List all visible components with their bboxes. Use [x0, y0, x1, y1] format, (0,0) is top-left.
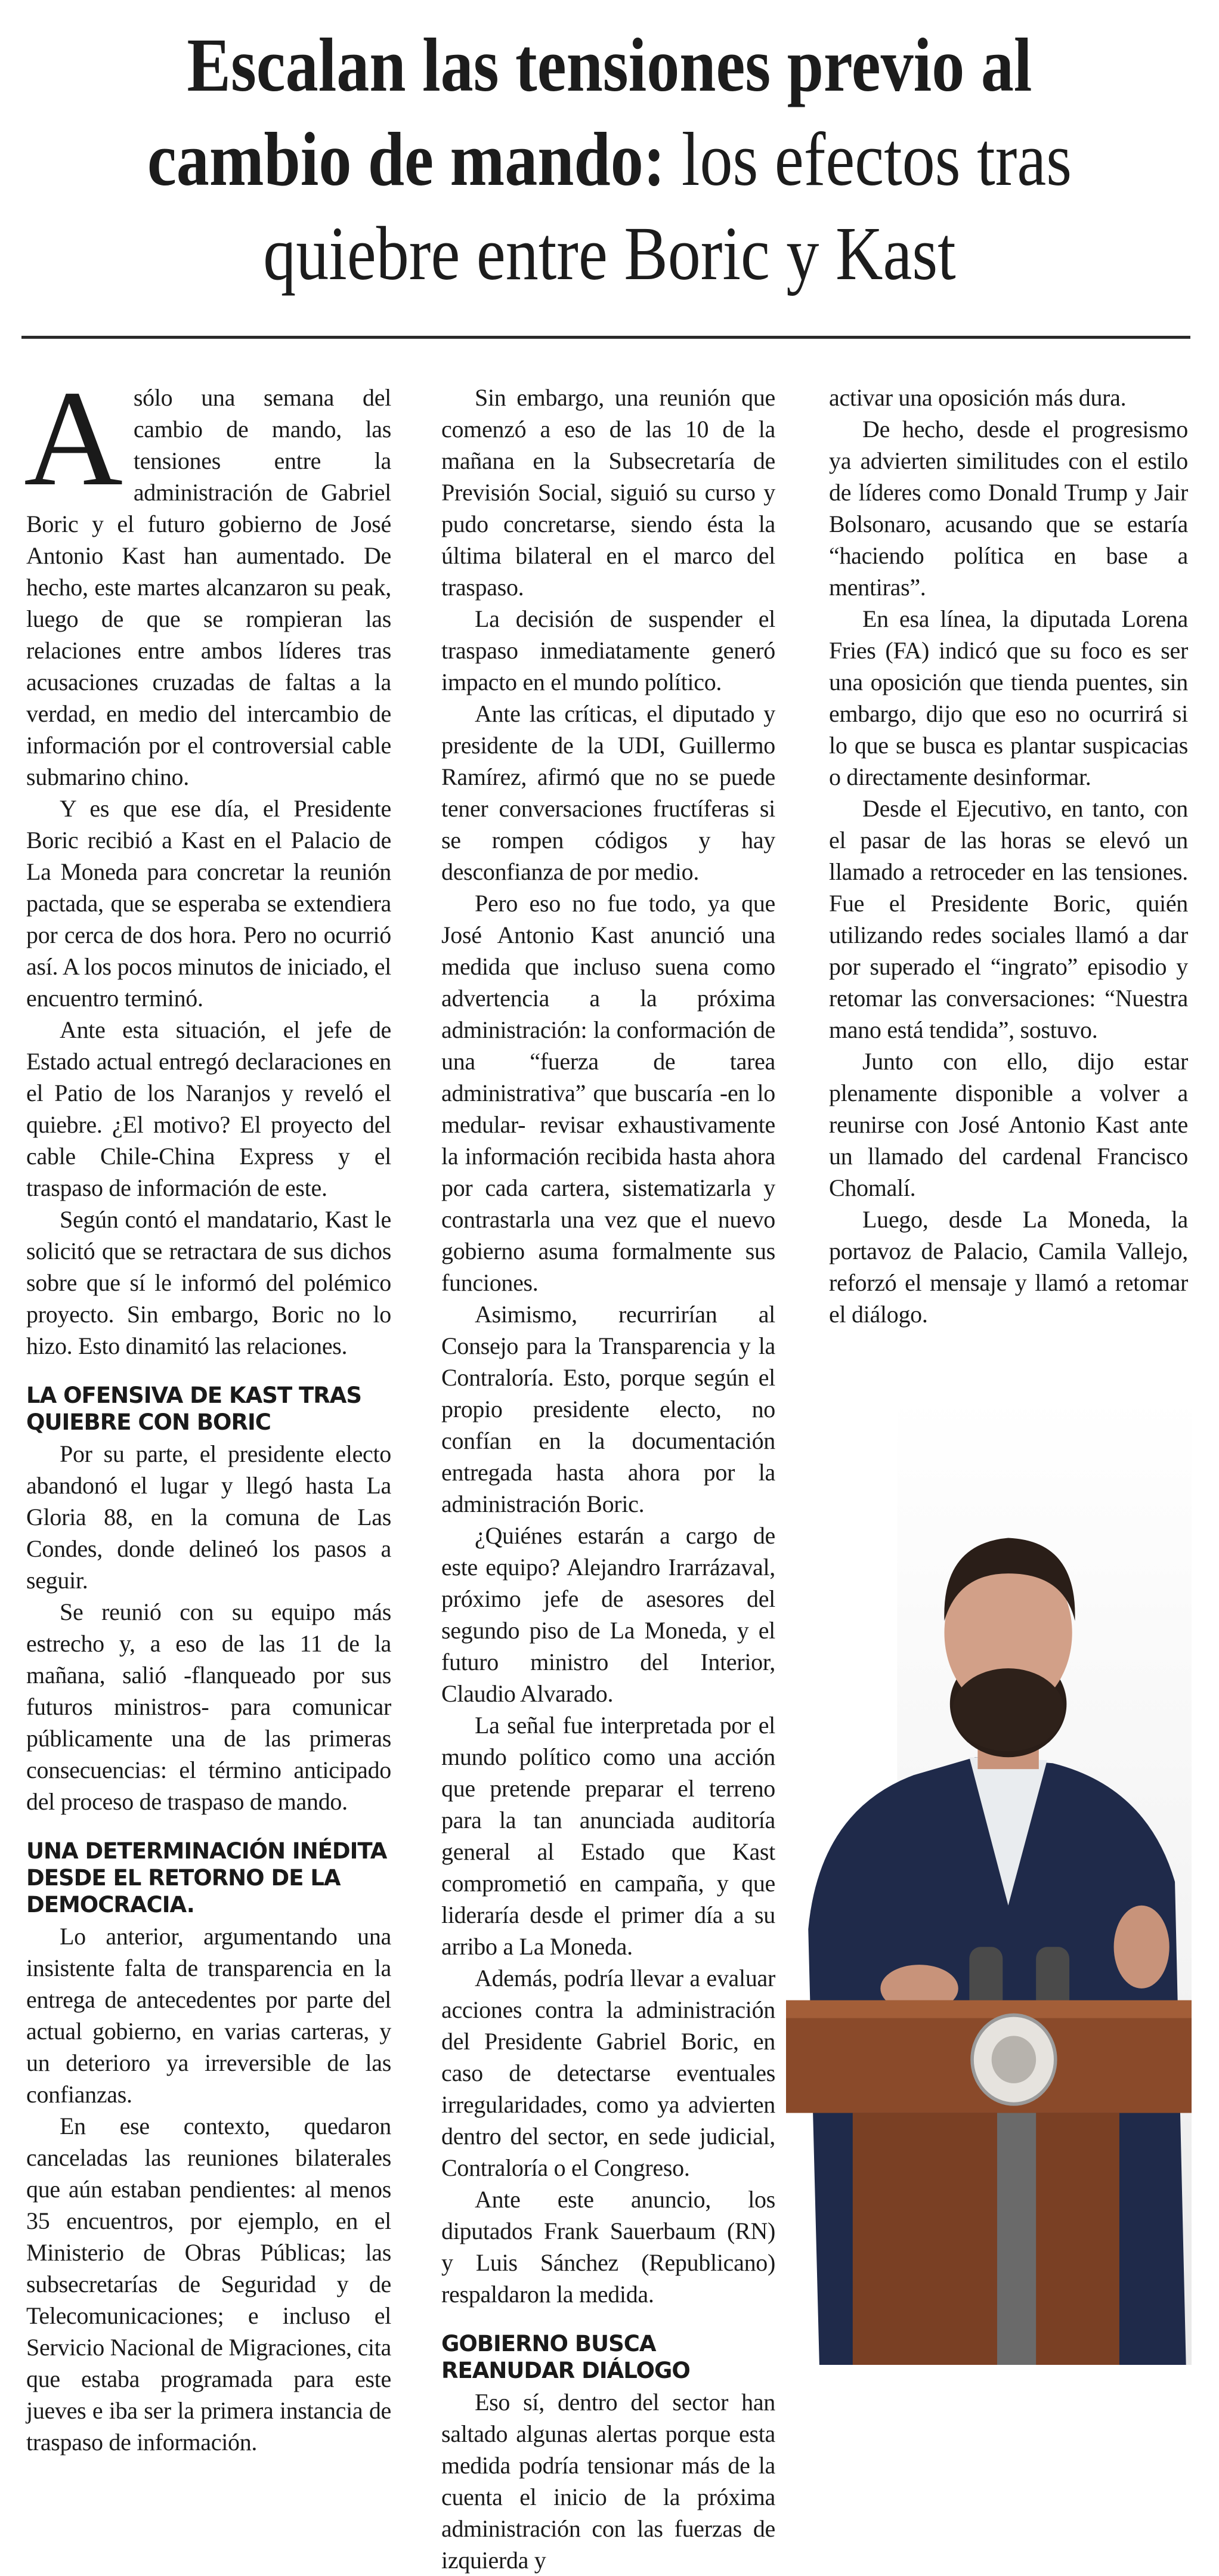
paragraph: Junto con ello, dijo estar plenamente disponible a volver a reunirse con José Antonio Kast ante un llamado del cardenal Francisco Chomalí. [829, 1048, 1188, 1201]
paragraph: Además, podría llevar a evaluar acciones contra la administración del Presidente Gabriel Boric, en caso de detectarse eventuales irregularidades, como ya advierten dentro del sector, en sede judicial, Contraloría o el Congreso. [441, 1965, 775, 2181]
subheading: UNA DETERMINACIÓN INÉDITA DESDE EL RETORNO DE LA DEMOCRACIA. [26, 1838, 387, 1918]
paragraph: La señal fue interpretada por el mundo político como una acción que pretende preparar el terreno para la tan anunciada auditoría general al Estado que Kast comprometió en campaña, y que lideraría desde el primer día a su arribo a La Moneda. [441, 1712, 775, 1960]
president-at-podium-image [786, 1396, 1192, 2365]
paragraph: Ante este anuncio, los diputados Frank Sauerbaum (RN) y Luis Sánchez (Republicano) respaldaron la medida. [441, 2186, 775, 2308]
paragraph: Desde el Ejecutivo, en tanto, con el pasar de las horas se elevó un llamado a retroceder en las tensiones. Fue el Presidente Boric, quién utilizando redes sociales llamó a dar por superado el “ingrato” episodio y retomar las conversaciones: “Nuestra mano está tendida”, sostuvo. [829, 795, 1188, 1043]
lead-paragraph [24, 362, 391, 793]
paragraph-text: sólo una semana del cambio de mando, las tensiones entre la administración de Gabriel Boric y el futuro gobierno de José Antonio Kast han aumentado. De hecho, este martes alcanzaron su peak, luego de que se rompieran las relaciones entre ambos líderes tras acusaciones cruzadas de faltas a la verdad, en medio del intercambio de información por el controversial cable submarino chino. [26, 384, 391, 790]
drop-cap: A [24, 362, 123, 514]
paragraph: Eso sí, dentro del sector han saltado algunas alertas porque esta medida podría tensionar más de la cuenta el inicio de la próxima administración con las fuerzas de izquierda y [441, 2389, 775, 2574]
headline-light-2: los efectos tras [665, 117, 1072, 202]
paragraph: Por su parte, el presidente electo abandonó el lugar y llegó hasta La Gloria 88, en la comuna de Las Condes, donde delineó los pasos a seguir. [26, 1440, 391, 1594]
paragraph: Sin embargo, una reunión que comenzó a eso de las 10 de la mañana en la Subsecretaría de Previsión Social, siguió su curso y pudo concretarse, siendo ésta la última bilateral en el marco del traspaso. [441, 384, 775, 601]
headline-light-3: quiebre entre Boric y Kast [263, 211, 956, 296]
paragraph: Ante esta situación, el jefe de Estado actual entregó declaraciones en el Patio de los Naranjos y reveló el quiebre. ¿El motivo? El proyecto del cable Chile-China Express y el traspaso de información de este. [26, 1016, 391, 1201]
paragraph: En esa línea, la diputada Lorena Fries (FA) indicó que su foco es ser una oposición que tienda puentes, sin embargo, dijo que eso no ocurrirá si lo que se busca es plantar suspicacias o directamente desinformar. [829, 605, 1188, 790]
paragraph: Pero eso no fue todo, ya que José Antonio Kast anunció una medida que incluso suena como advertencia a la próxima administración: la conformación de una “fuerza de tarea administrativa” que buscaría -en lo medular- revisar exhaustivamente la información recibida hasta ahora por cada cartera, sistematizarla y contrastarla una vez que el nuevo gobierno asuma formalmente sus funciones. [441, 890, 775, 1296]
president-photo [786, 1396, 1192, 2365]
paragraph: Asimismo, recurrirían al Consejo para la Transparencia y la Contraloría. Esto, porque según el propio presidente electo, no confían en la documentación entregada hasta ahora por la administración Boric. [441, 1301, 775, 1517]
paragraph: Luego, desde La Moneda, la portavoz de Palacio, Camila Vallejo, reforzó el mensaje y llamó a retomar el diálogo. [829, 1206, 1188, 1328]
paragraph: ¿Quiénes estarán a cargo de este equipo? Alejandro Irarrázaval, próximo jefe de asesores del segundo piso de La Moneda, y el futuro ministro del Interior, Claudio Alvarado. [441, 1522, 775, 1707]
headline-bold-1: Escalan las tensiones previo al [187, 23, 1032, 107]
paragraph: Y es que ese día, el Presidente Boric recibió a Kast en el Palacio de La Moneda para concretar la reunión pactada, que se esperaba se extendiera por cerca de dos hora. Pero no ocurrió así. A los pocos minutos de iniciado, el encuentro terminó. [26, 795, 391, 1012]
paragraph: De hecho, desde el progresismo ya advierten similitudes con el estilo de líderes como Donald Trump y Jair Bolsonaro, acusando que se estaría “haciendo política en base a mentiras”. [829, 416, 1188, 601]
subheading: LA OFENSIVA DE KAST TRAS QUIEBRE CON BORIC [26, 1383, 362, 1435]
paragraph: En ese contexto, quedaron canceladas las reuniones bilaterales que aún estaban pendientes: al menos 35 encuentros, por ejemplo, en el Ministerio de Obras Públicas; las subsecretarías de Seguridad y de Telecomunicaciones; e incluso el Servicio Nacional de Migraciones, cita que estaba programada para este jueves e iba ser la primera instancia de traspaso de información. [26, 2113, 391, 2456]
paragraph: Lo anterior, argumentando una insistente falta de transparencia en la entrega de antecedentes por parte del actual gobierno, en varias carteras, y un deterioro ya irreversible de las confianzas. [26, 1923, 391, 2108]
paragraph: activar una oposición más dura. [829, 384, 1127, 411]
article-column-2 [441, 382, 775, 2576]
headline-bold-2: cambio de mando: [147, 117, 666, 202]
headline-divider [21, 336, 1190, 339]
subheading: GOBIERNO BUSCA REANUDAR DIÁLOGO [441, 2331, 690, 2383]
paragraph: Se reunió con su equipo más estrecho y, a eso de las 11 de la mañana, salió -flanqueado por sus futuros ministros- para comunicar públicamente una de las primeras consecuencias: el término anticipado del proceso de traspaso de mando. [26, 1598, 391, 1815]
paragraph: La decisión de suspender el traspaso inmediatamente generó impacto en el mundo político. [441, 605, 775, 695]
article-column-1 [24, 362, 391, 2458]
paragraph: Ante las críticas, el diputado y presidente de la UDI, Guillermo Ramírez, afirmó que no se puede tener conversaciones fructíferas si se rompen códigos y hay desconfianza de por medio. [441, 700, 775, 885]
article-column-3 [829, 382, 1188, 1330]
paragraph: Según contó el mandatario, Kast le solicitó que se retractara de sus dichos sobre que sí le informó del polémico proyecto. Sin embargo, Boric no lo hizo. Esto dinamitó las relaciones. [26, 1206, 391, 1359]
headline [0, 18, 1219, 301]
